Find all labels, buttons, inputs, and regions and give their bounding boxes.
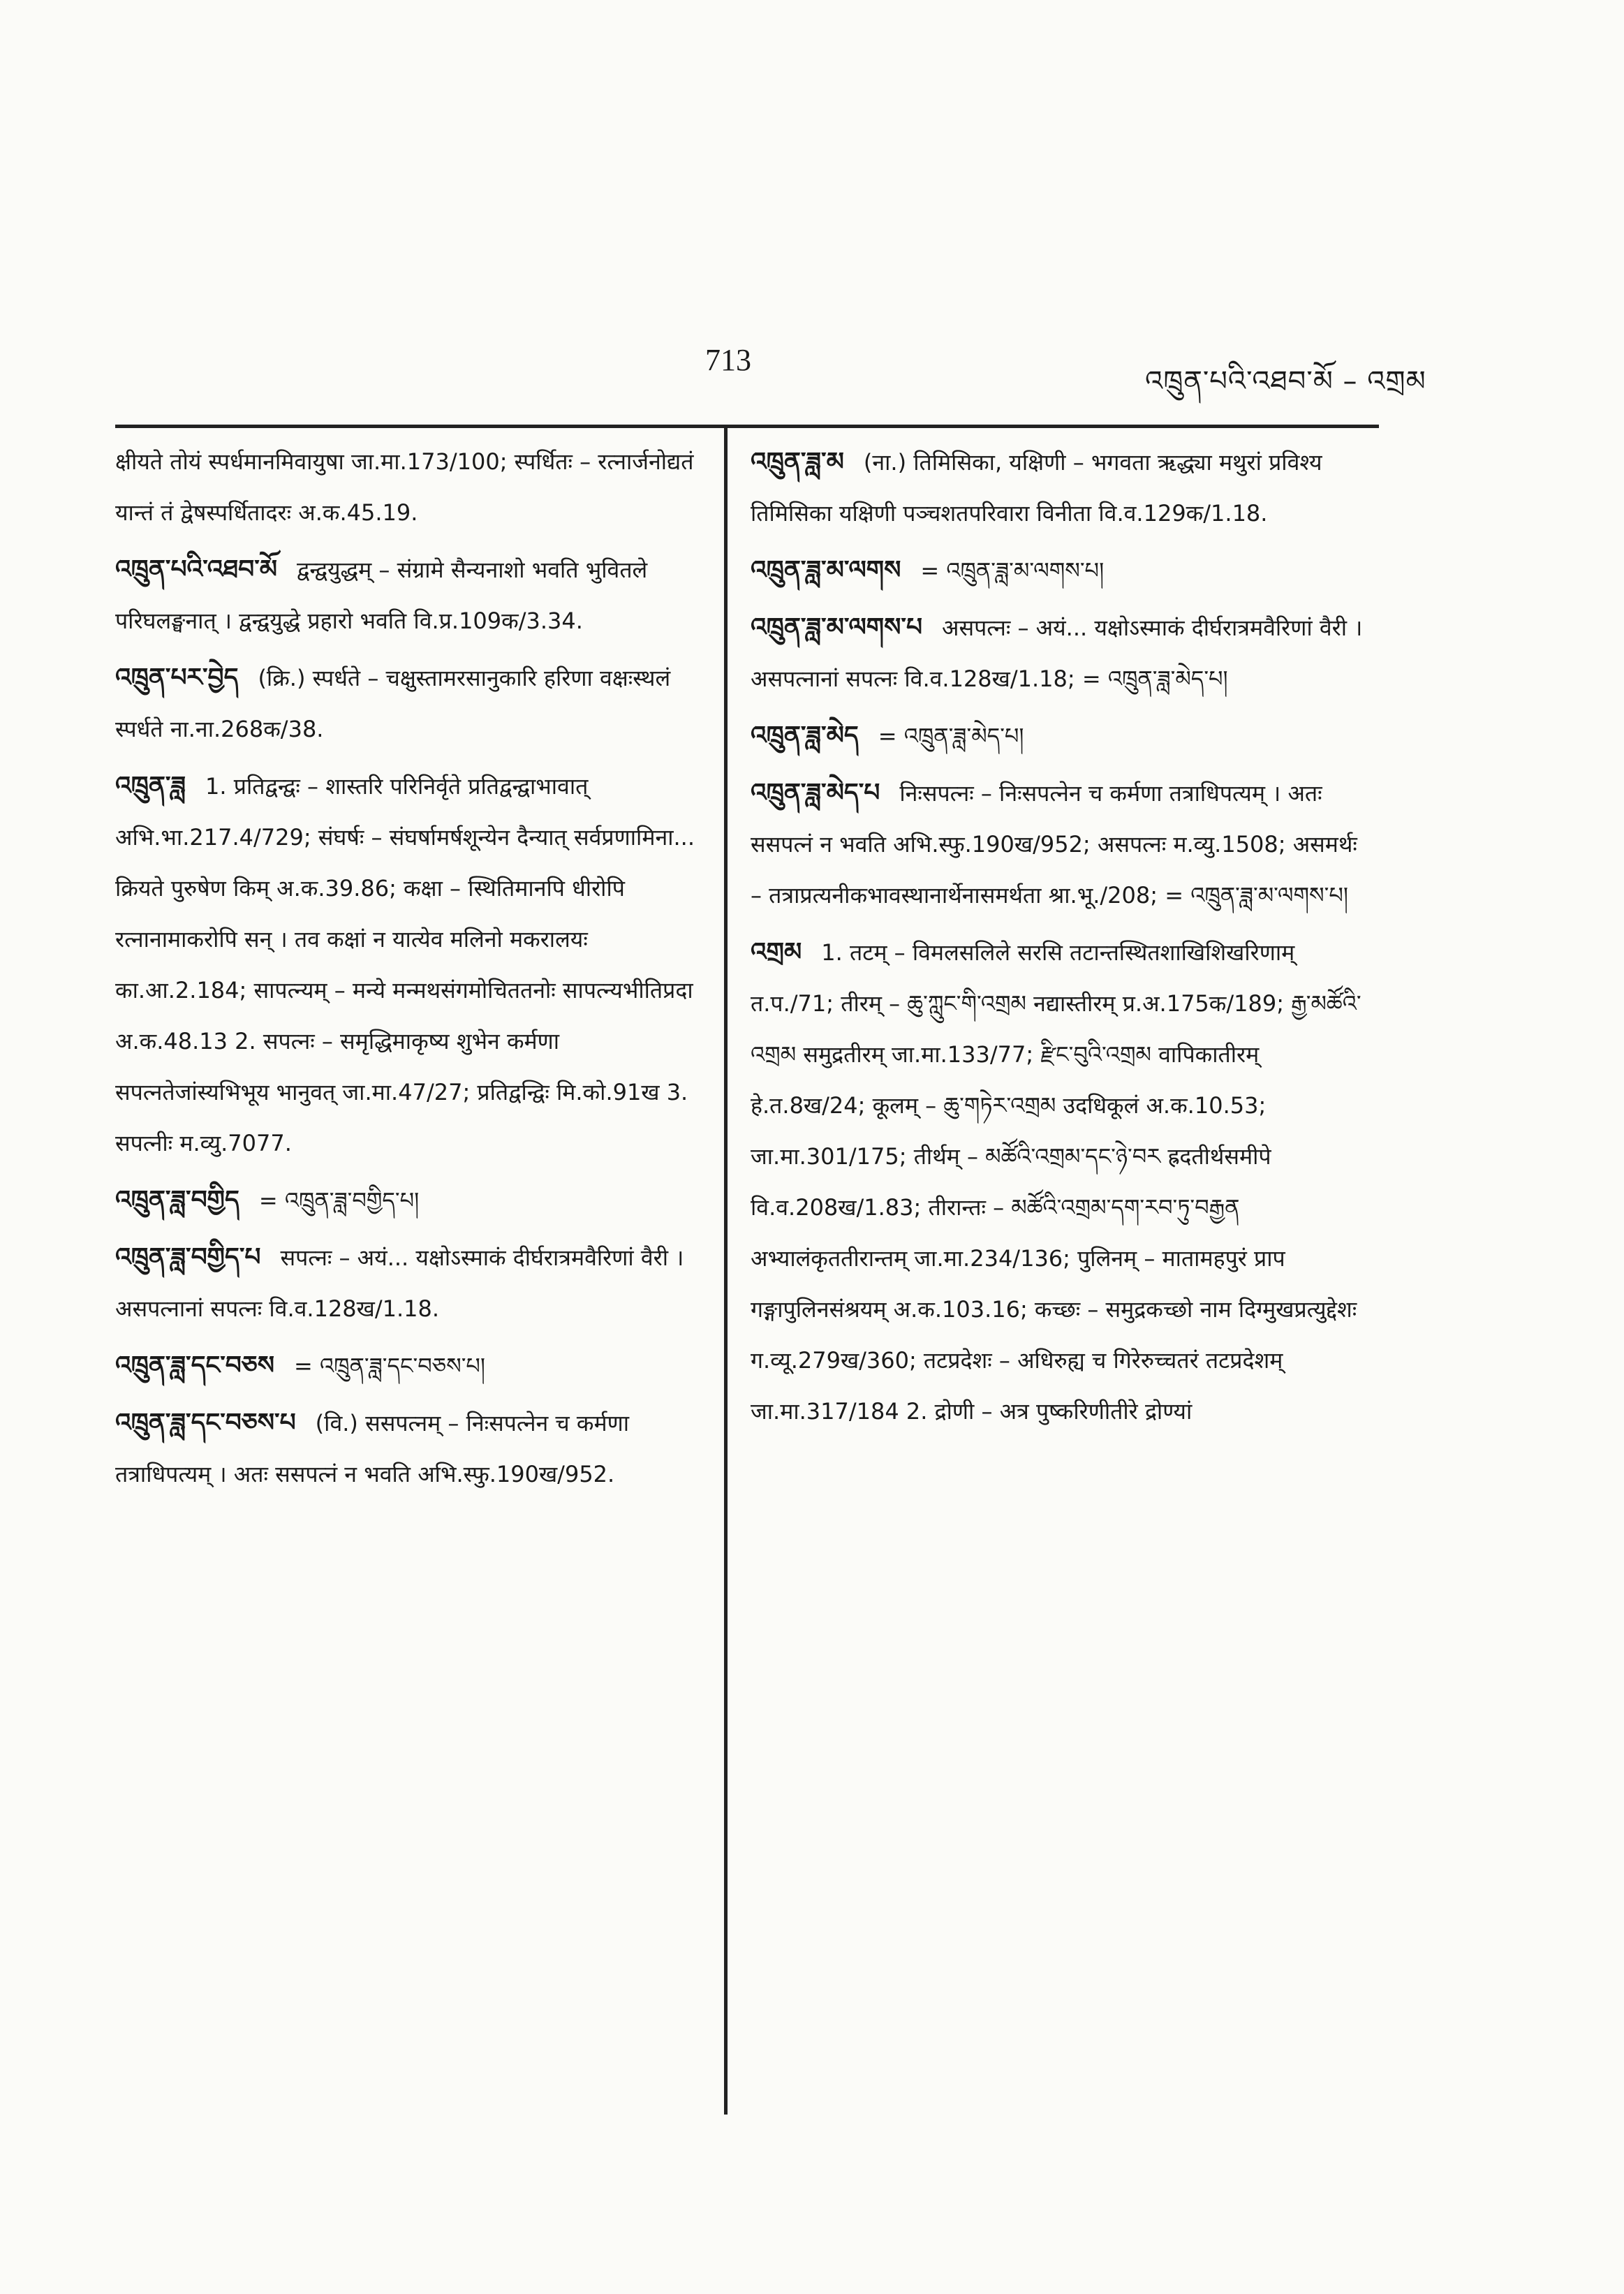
headword: འཁྲུན་ཟླ་མེད་པ <box>751 779 880 807</box>
headword: འཁྲུན་ཟླ་མ་ལགས <box>751 556 901 584</box>
headword: འཁྲུན་པའི་འཐབ་མོ <box>115 555 278 584</box>
entry-text: (ना.) तिमिसिका, यक्षिणी – भगवता ऋद्ध्या मथुरां प्रविश्य तिमिसिका यक्षिणी पञ्चशतपरिवारा विनीता वि.व.129क/1.18. <box>751 449 1322 527</box>
entry <box>115 1232 709 1335</box>
column-divider <box>724 425 728 2115</box>
entry-text: = འཁྲུན་ཟླ་མ་ལགས་པ། <box>920 557 1105 584</box>
entry-text: = འཁྲུན་ཟླ་དང་བཅས་པ། <box>294 1353 486 1379</box>
entry <box>751 710 1372 762</box>
entry <box>115 1340 709 1392</box>
entry-text: द्वन्द्वयुद्धम् – संग्रामे सैन्यनाशो भवति भुवितले परिघलङ्घनात् । द्वन्द्वयुद्धे प्रहारो भवति वि.प्र.109क/3.34. <box>115 557 648 634</box>
entry-continuation: क्षीयते तोयं स्पर्धमानमिवायुषा जा.मा.173/100; स्पर्धितः – रत्नार्जनोद्यतं यान्तं तं द्वेषस्पर्धितादरः अ.क.45.19. <box>115 448 694 526</box>
entry <box>115 760 709 1169</box>
entry <box>751 767 1372 921</box>
entry <box>115 1397 709 1500</box>
headword: འགྲམ <box>751 938 802 966</box>
entry-text: (क्रि.) स्पर्धते – चक्षुस्तामरसानुकारि हरिणा वक्षःस्थलं स्पर्धते ना.ना.268क/38. <box>115 665 671 742</box>
headword: འཁྲུན་ཟླ་དང་བཅས་པ <box>115 1409 296 1437</box>
headword: འཁྲུན་ཟླ <box>115 772 186 800</box>
headword: འཁྲུན་ཟླ་མ་ལགས་པ <box>751 613 923 642</box>
headword: འཁྲུན་ཟླ་མ <box>751 448 844 476</box>
page-number: 713 <box>705 343 751 377</box>
top-rule <box>115 425 1379 428</box>
entry-text: निःसपत्नः – निःसपत्नेन च कर्मणा तत्राधिपत्यम् । अतः ससपत्नं न भवति अभि.स्फु.190ख/952; असपत्नः म.व्यु.1508; असमर्थः – तत्राप्रत्यनीकभावस्थानार्थेनासमर्थता श्रा.भू./208; = འཁྲུན་ཟླ་མ་ལགས་པ། <box>751 780 1357 909</box>
entry-text: = འཁྲུན་ཟླ་བགྱིད་པ། <box>258 1187 420 1214</box>
left-column <box>115 436 709 1506</box>
headword: འཁྲུན་ཟླ་བགྱིད <box>115 1186 239 1214</box>
right-column <box>751 436 1372 1443</box>
entry <box>115 652 709 755</box>
entry-text: (वि.) ससपत्नम् – निःसपत्नेन च कर्मणा तत्राधिपत्यम् । अतः ससपत्नं न भवति अभि.स्फु.190ख/952. <box>115 1410 630 1487</box>
entry-text: = འཁྲུན་ཟླ་མེད་པ། <box>878 723 1024 749</box>
entry <box>751 436 1372 539</box>
entry-text: 1. प्रतिद्वन्द्वः – शास्तरि परिनिर्वृते प्रतिद्वन्द्वाभावात् अभि.भा.217.4/729; संघर्षः – संघर्षामर्षशून्येन दैन्यात् सर्वप्रणामिना... क्रियते पुरुषेण किम् अ.क.39.86; कक्षा – स्थितिमानपि धीरोपि रत्नानामाकरोपि सन् । तव कक्षां न यात्येव मलिनो मकरालयः का.आ.2.184; सापत्न्यम् – मन्ये मन्मथसंगमोचिततनोः सापत्न्यभीतिप्रदा अ.क.48.13 2. सपत्नः – समृद्धिमाकृष्य शुभेन कर्मणा सपत्नतेजांस्यभिभूय भानुवत् जा.मा.47/27; प्रतिद्वन्द्विः मि.को.91ख 3. सपत्नीः म.व्यु.7077. <box>115 773 695 1156</box>
entry-text: 1. तटम् – विमलसलिले सरसि तटान्तस्थितशाखिशिखरिणाम् त.प./71; तीरम् – ཆུ་ཀླུང་གི་འགྲམ नद्यास्तीरम् प्र.अ.175क/189; རྒྱ་མཚོའི་འགྲམ समुद्रतीरम् जा.मा.133/77; རྫིང་བུའི་འགྲམ वापिकातीरम् हे.त.8ख/24; कूलम् – ཆུ་གཏེར་འགྲམ उदधिकूलं अ.क.10.53; जा.मा.301/175; तीर्थम् – མཚོའི་འགྲམ་དང་ཉེ་བར ह्रदतीर्थसमीपे वि.व.208ख/1.83; तीरान्तः – མཚོའི་འགྲམ་དག་རབ་ཏུ་བརྒྱན अभ्यालंकृततीरान्तम् जा.मा.234/136; पुलिनम् – मातामहपुरं प्राप गङ्गापुलिनसंश्रयम् अ.क.103.16; कच्छः – समुद्रकच्छो नाम दिग्मुखप्रत्युद्देशः ग.व्यू.279ख/360; तटप्रदेशः – अधिरुह्य च गिरेरुच्चतरं तटप्रदेशम् जा.मा.317/184 2. द्रोणी – अत्र पुष्करिणीतीरे द्रोण्यां <box>751 939 1361 1425</box>
entry <box>751 927 1372 1437</box>
entry <box>115 1175 709 1226</box>
headword: འཁྲུན་ཟླ་དང་བཅས <box>115 1351 275 1380</box>
headword: འཁྲུན་ཟླ་བགྱིད་པ <box>115 1243 261 1272</box>
entry-text: असपत्नः – अयं... यक्षोऽस्माकं दीर्घरात्रमवैरिणां वैरी । असपत्नानां सपत्नः वि.व.128ख/1.18; = འཁྲུན་ཟླ་མེད་པ། <box>751 615 1363 692</box>
entry <box>115 544 709 647</box>
entry <box>115 436 709 538</box>
entry <box>751 602 1372 705</box>
headword: འཁྲུན་ཟླ་མེད <box>751 721 859 750</box>
entry <box>751 545 1372 596</box>
headword: འཁྲུན་པར་བྱེད <box>115 663 239 692</box>
entry-text: सपत्नः – अयं... यक्षोऽस्माकं दीर्घरात्रमवैरिणां वैरी । असपत्नानां सपत्नः वि.व.128ख/1.18. <box>115 1244 684 1322</box>
running-head: འཁྲུན་པའི་འཐབ་མོ – འགྲམ <box>1145 365 1426 397</box>
